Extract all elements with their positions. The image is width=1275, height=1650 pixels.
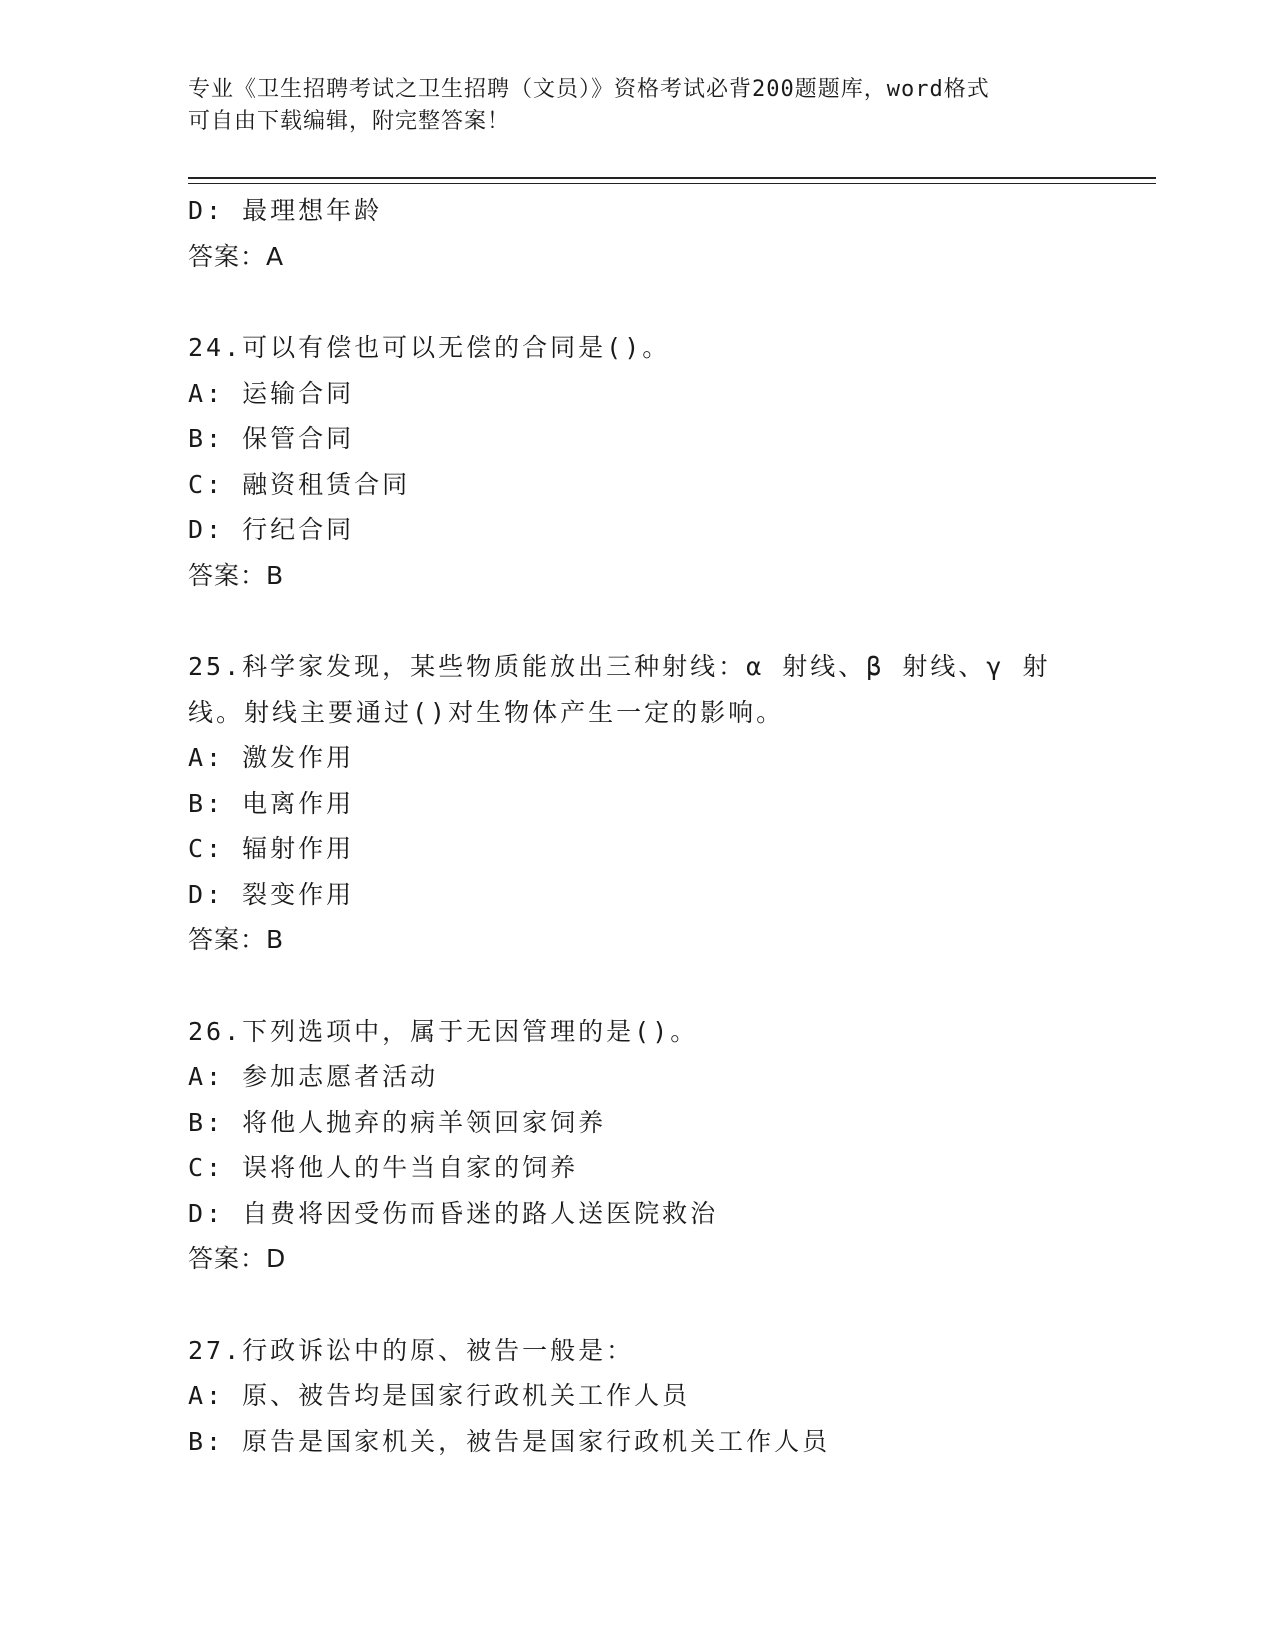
- header-divider-thin: [188, 183, 1156, 184]
- option-b: B: 保管合同: [188, 424, 355, 453]
- option-a: A: 激发作用: [188, 743, 355, 772]
- header-line-2: 可自由下载编辑，附完整答案！: [188, 109, 511, 134]
- option-b: B: 将他人抛弃的病羊领回家饲养: [188, 1107, 607, 1137]
- spacer: [188, 598, 1068, 644]
- question-stem-continued: 线。射线主要通过()对生物体产生一定的影响。: [188, 697, 785, 727]
- question-26: [188, 1009, 1068, 1282]
- option-d: D: 裂变作用: [188, 879, 355, 909]
- option-d: D: 自费将因受伤而昏迷的路人送医院救治: [188, 1198, 719, 1228]
- question-stem: 24.可以有偿也可以无偿的合同是()。: [188, 333, 671, 362]
- header-divider-thick: [188, 177, 1156, 179]
- option-d: D: 行纪合同: [188, 515, 355, 544]
- option-a: A: 运输合同: [188, 378, 355, 408]
- option-c: C: 融资租赁合同: [188, 469, 411, 499]
- option-b: B: 电离作用: [188, 788, 355, 818]
- document-body: [188, 188, 1068, 1464]
- answer: 答案：B: [188, 560, 285, 590]
- answer: 答案：D: [188, 1244, 287, 1273]
- option-c: C: 误将他人的牛当自家的饲养: [188, 1153, 579, 1182]
- option-c: C: 辐射作用: [188, 834, 355, 863]
- spacer: [188, 1282, 1068, 1328]
- question-27: [188, 1328, 1068, 1465]
- question-stem: 26.下列选项中，属于无因管理的是()。: [188, 1016, 699, 1046]
- question-24: [188, 325, 1068, 598]
- question-25: [188, 644, 1068, 963]
- header-line-1: 专业《卫生招聘考试之卫生招聘（文员）》资格考试必背200题题库，word格式: [188, 77, 990, 102]
- option-a: A: 原、被告均是国家行政机关工作人员: [188, 1381, 691, 1410]
- carryover-answer: 答案：A: [188, 241, 285, 271]
- option-b: B: 原告是国家机关，被告是国家行政机关工作人员: [188, 1426, 831, 1456]
- option-a: A: 参加志愿者活动: [188, 1062, 439, 1091]
- question-stem: 27.行政诉讼中的原、被告一般是：: [188, 1335, 635, 1365]
- document-header: [188, 74, 1068, 138]
- spacer: [188, 279, 1068, 325]
- question-stem: 25.科学家发现，某些物质能放出三种射线：α 射线、β 射线、γ 射: [188, 652, 1051, 681]
- carryover-option-d: D: 最理想年龄: [188, 196, 383, 225]
- answer: 答案：B: [188, 925, 285, 954]
- spacer: [188, 963, 1068, 1009]
